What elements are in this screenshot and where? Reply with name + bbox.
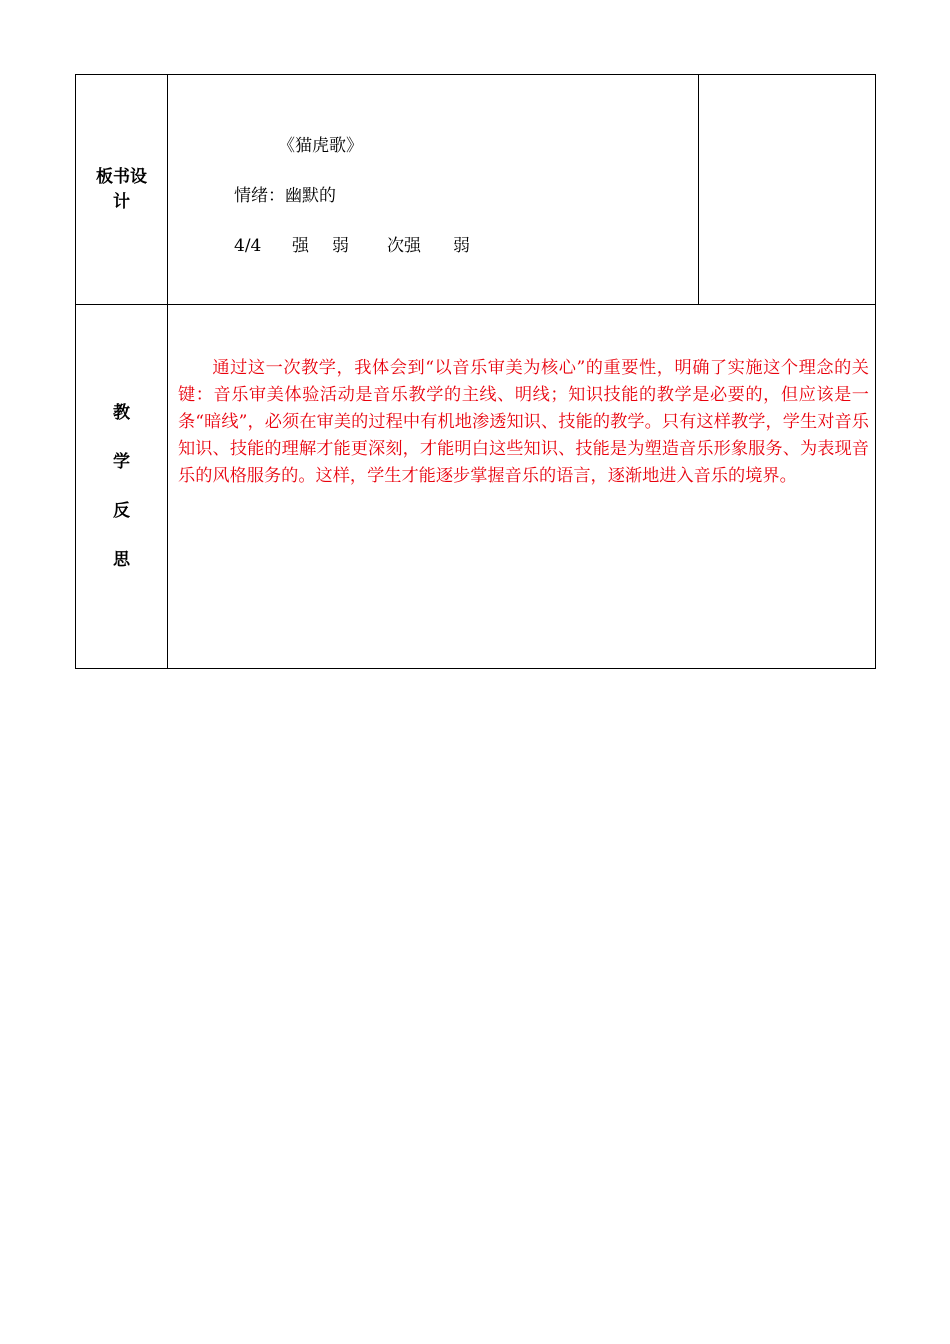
teaching-reflection-content-cell: [168, 305, 876, 669]
teaching-reflection-text: 通过这一次教学，我体会到“以音乐审美为核心”的重要性，明确了实施这个理念的关键：音乐审美体验活动是音乐教学的主线、明线；知识技能的教学是必要的，但应该是一条“暗线”，必须在审美的过程中有机地渗透知识、技能的教学。只有这样教学，学生对音乐知识、技能的理解才能更深刻，才能明白这些知识、技能是为塑造音乐形象服务、为表现音乐的风格服务的。这样，学生才能逐步掌握音乐的语言，逐渐地进入音乐的境界。: [178, 358, 869, 486]
song-title: 《猫虎歌》: [278, 136, 363, 156]
beat-strong: 强: [292, 236, 309, 256]
reflection-label-char: 学: [113, 451, 130, 472]
board-design-row: [76, 75, 876, 305]
reflection-label-char: 思: [113, 549, 130, 570]
beat-weak-2: 弱: [453, 236, 470, 256]
mood-line: 情绪：幽默的: [234, 186, 336, 206]
reflection-label-char: 教: [113, 402, 130, 423]
board-design-content-cell: [168, 75, 699, 305]
teaching-reflection-label: [76, 389, 167, 585]
time-signature: 4/4: [234, 236, 262, 256]
reflection-label-char: 反: [113, 500, 130, 521]
beat-weak: 弱: [332, 236, 349, 256]
beat-line: [234, 231, 470, 256]
board-design-label-cell: [76, 75, 168, 305]
board-design-side-cell: [699, 75, 876, 305]
beat-sub-strong: 次强: [387, 236, 421, 256]
teaching-reflection-label-cell: [76, 305, 168, 669]
teaching-reflection-row: [76, 305, 876, 669]
lesson-plan-table: [75, 74, 876, 669]
board-design-label: 板书设计: [96, 166, 147, 212]
